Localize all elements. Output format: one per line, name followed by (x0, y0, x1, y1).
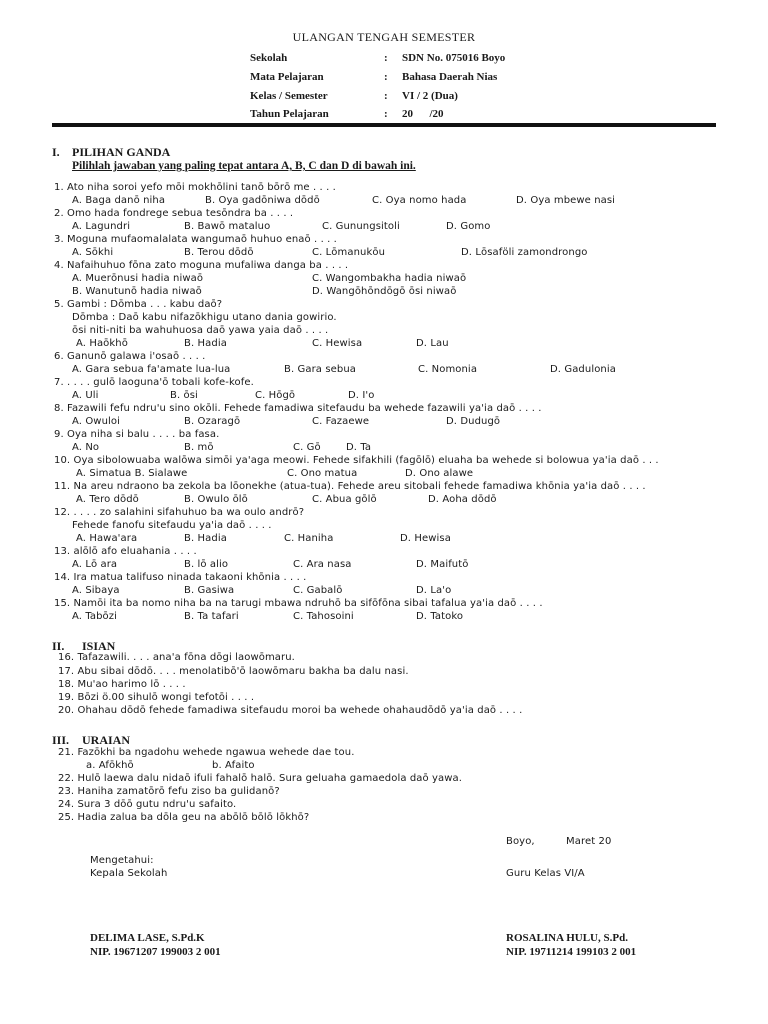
answer-option: A. Gara sebua fa'amate lua-lua (72, 364, 231, 375)
answer-option: A. Haōkhō (76, 338, 128, 349)
answer-option: A. Muerōnusi hadia niwaō (72, 273, 204, 284)
answer-option: A. Sōkhi (72, 247, 114, 258)
answer-option: D. Tatoko (416, 611, 464, 622)
question-text: 3. Moguna mufaomalalata wangumaō huhuo enaō . . . . (54, 234, 337, 245)
answer-option: D. Ta (346, 442, 372, 453)
answer-option: B. lō alio (184, 559, 229, 570)
answer-option: B. Hadia (184, 338, 227, 349)
header-label-class: Kelas / Semester (250, 90, 328, 102)
question-text: 8. Fazawili fefu ndru'u sino okōli. Fehede famadiwa sitefaudu ba wehede fazawili ya'ia daō . . . . (54, 403, 542, 414)
answer-option: D. Gomo (446, 221, 491, 232)
answer-option: C. Lōmanukōu (312, 247, 386, 258)
answer-option: A. Owuloi (72, 416, 120, 427)
answer-option: D. Oya mbewe nasi (516, 195, 616, 206)
answer-option: D. Ono alawe (405, 468, 474, 479)
question-text: 7. . . . . gulō laoguna'ō tobali kofe-kofe. (54, 377, 254, 388)
question-text: 14. Ira matua talifuso ninada takaoni khōnia . . . . (54, 572, 307, 583)
header-label-year: Tahun Pelajaran (250, 108, 329, 120)
answer-option: C. Hōgō (255, 390, 296, 401)
teacher-name: ROSALINA HULU, S.Pd. (506, 932, 628, 944)
answer-option: B. Gara sebua (284, 364, 356, 375)
principal-name: DELIMA LASE, S.Pd.K (90, 932, 205, 944)
answer-option: B. Ozaragō (184, 416, 241, 427)
answer-option: B. Ta tafari (184, 611, 239, 622)
answer-option: C. Hewisa (312, 338, 363, 349)
answer-option: B. Bawō mataluo (184, 221, 271, 232)
section-number: II. (52, 639, 65, 653)
signature-date: Maret 20 (566, 836, 612, 847)
answer-option: D. Wangōhōndōgō ōsi niwaō (312, 286, 457, 297)
answer-option: D. I'o (348, 390, 375, 401)
header-divider (52, 123, 716, 127)
answer-option: A. Hawa'ara (76, 533, 138, 544)
question-text: 12. . . . . zo salahini sifahuhuo ba wa oulo andrō? (54, 507, 305, 518)
answer-option: D. Aoha dōdō (428, 494, 497, 505)
header-label-subject: Mata Pelajaran (250, 71, 324, 83)
list-item: 21. Fazōkhi ba ngadohu wehede ngawua wehede dae tou. (58, 747, 355, 758)
list-item: 18. Mu'ao harimo lō . . . . (58, 679, 186, 690)
answer-option: D. Lōsaföli zamondrongo (461, 247, 588, 258)
answer-option: C. Oya nomo hada (372, 195, 467, 206)
answer-option: C. Gabalō (293, 585, 343, 596)
signature-place: Boyo, (506, 836, 535, 847)
header-sep: : (384, 71, 388, 83)
section-title: PILIHAN GANDA (72, 145, 171, 159)
answer-option: C. Haniha (284, 533, 334, 544)
list-item: 23. Haniha zamatōrō fefu ziso ba gulidanō? (58, 786, 280, 797)
answer-option: B. mō (184, 442, 214, 453)
answer-option: C. Tahosoini (293, 611, 354, 622)
header-sep: : (384, 90, 388, 102)
signature-label: Guru Kelas VI/A (506, 868, 585, 879)
answer-option: C. Gunungsitoli (322, 221, 400, 232)
answer-option: A. Uli (72, 390, 99, 401)
principal-nip: NIP. 19671207 199003 2 001 (90, 946, 221, 958)
answer-option: A. Tabōzi (72, 611, 117, 622)
answer-option: C. Wangombakha hadia niwaō (312, 273, 467, 284)
question-text: 10. Oya sibolowuaba walōwa simōi ya'aga meowi. Fehede sifakhili (fagōlō) eluaha ba wehede si bolowua ya'ia daō . . . (54, 455, 659, 466)
answer-option: A. Lagundri (72, 221, 131, 232)
header-sep: : (384, 52, 388, 64)
header-value-class: VI / 2 (Dua) (402, 90, 458, 102)
list-item: 19. Bōzi ö.00 sihulō wongi tefotōi . . . . (58, 692, 255, 703)
question-text: 15. Namōi ita ba nomo niha ba na tarugi mbawa ndruhō ba sifōfōna sibai tafalua ya'ia daō . . . . (54, 598, 543, 609)
header-sep: : (384, 108, 388, 120)
answer-option: D. La'o (416, 585, 452, 596)
signature-label: Mengetahui: (90, 855, 154, 866)
question-text: 1. Ato niha soroi yefo mōi mokhōlini tanō bōrō me . . . . (54, 182, 336, 193)
section-title: ISIAN (82, 639, 116, 653)
question-extra-line: Fehede fanofu sitefaudu ya'ia daō . . . . (72, 520, 272, 531)
answer-option: C. Nomonia (418, 364, 478, 375)
answer-option: B. Gasiwa (184, 585, 235, 596)
answer-option: A. No (72, 442, 100, 453)
list-item: 25. Hadia zalua ba dōla geu na abōlō bōlō lōkhō? (58, 812, 310, 823)
section-instruction: Pilihlah jawaban yang paling tepat antara A, B, C dan D di bawah ini. (72, 160, 416, 172)
header-value-school: SDN No. 075016 Boyo (402, 52, 506, 64)
answer-option: B. Terou dōdō (184, 247, 254, 258)
answer-option: C. Gō (293, 442, 321, 453)
answer-option: A. Lō ara (72, 559, 118, 570)
question-text: 6. Ganunō galawa i'osaō . . . . (54, 351, 206, 362)
teacher-nip: NIP. 19711214 199103 2 001 (506, 946, 637, 958)
question-text: 2. Omo hada fondrege sebua tesōndra ba . . . . (54, 208, 294, 219)
answer-option: D. Lau (416, 338, 449, 349)
header-label-school: Sekolah (250, 52, 288, 64)
answer-option: A. Baga danō niha (72, 195, 166, 206)
question-extra-line: Dōmba : Daō kabu nifazōkhigu utano dania gowirio. (72, 312, 337, 323)
list-item: 17. Abu sibai dōdō. . . . menolatibō'ō laowōmaru bakha ba dalu nasi. (58, 666, 409, 677)
answer-option: B. Owulo ōlō (184, 494, 248, 505)
section-number: I. (52, 145, 60, 159)
section-title: URAIAN (82, 733, 130, 747)
answer-option: D. Maifutō (416, 559, 469, 570)
header-value-year: 20 /20 (402, 108, 444, 120)
answer-option: D. Hewisa (400, 533, 451, 544)
question-text: 4. Nafaihuhuo fōna zato moguna mufaliwa danga ba . . . . (54, 260, 349, 271)
answer-option: B. Wanutunō hadia niwaō (72, 286, 202, 297)
question-extra-line: ōsi niti-niti ba wahuhuosa daō yawa yaia daō . . . . (72, 325, 329, 336)
answer-option: B. ōsi (170, 390, 198, 401)
answer-option: A. Sibaya (72, 585, 120, 596)
document-title: ULANGAN TENGAH SEMESTER (292, 30, 476, 44)
list-item: 16. Tafazawili. . . . ana'a fōna dōgi laowōmaru. (58, 652, 295, 663)
sub-option: a. Afōkhō (86, 760, 134, 771)
question-text: 5. Gambi : Dōmba . . . kabu daō? (54, 299, 223, 310)
answer-option: A. Simatua B. Sialawe (76, 468, 188, 479)
answer-option: C. Ono matua (287, 468, 358, 479)
answer-option: A. Tero dōdō (76, 494, 139, 505)
question-text: 9. Oya niha si balu . . . . ba fasa. (54, 429, 220, 440)
header-value-subject: Bahasa Daerah Nias (402, 71, 498, 83)
sub-option: b. Afaito (212, 760, 255, 771)
section-number: III. (52, 733, 70, 747)
answer-option: D. Gadulonia (550, 364, 616, 375)
answer-option: D. Dudugō (446, 416, 501, 427)
question-text: 11. Na areu ndraono ba zekola ba lōonekhe (atua-tua). Fehede areu sitobali fehede famadiwa khōnia ya'ia daō . . . . (54, 481, 646, 492)
signature-label: Kepala Sekolah (90, 868, 168, 879)
question-text: 13. alōlō afo eluahania . . . . (54, 546, 197, 557)
answer-option: C. Abua gōlō (312, 494, 377, 505)
list-item: 22. Hulō laewa dalu nidaō ifuli fahalō halō. Sura geluaha gamaedola daō yawa. (58, 773, 463, 784)
list-item: 20. Ohahau dōdō fehede famadiwa sitefaudu moroi ba wehede ohahaudōdō ya'ia daō . . . . (58, 705, 523, 716)
answer-option: B. Hadia (184, 533, 227, 544)
list-item: 24. Sura 3 dōō gutu ndru'u safaito. (58, 799, 237, 810)
answer-option: B. Oya gadōniwa dōdō (205, 195, 320, 206)
answer-option: C. Fazaewe (312, 416, 370, 427)
answer-option: C. Ara nasa (293, 559, 352, 570)
